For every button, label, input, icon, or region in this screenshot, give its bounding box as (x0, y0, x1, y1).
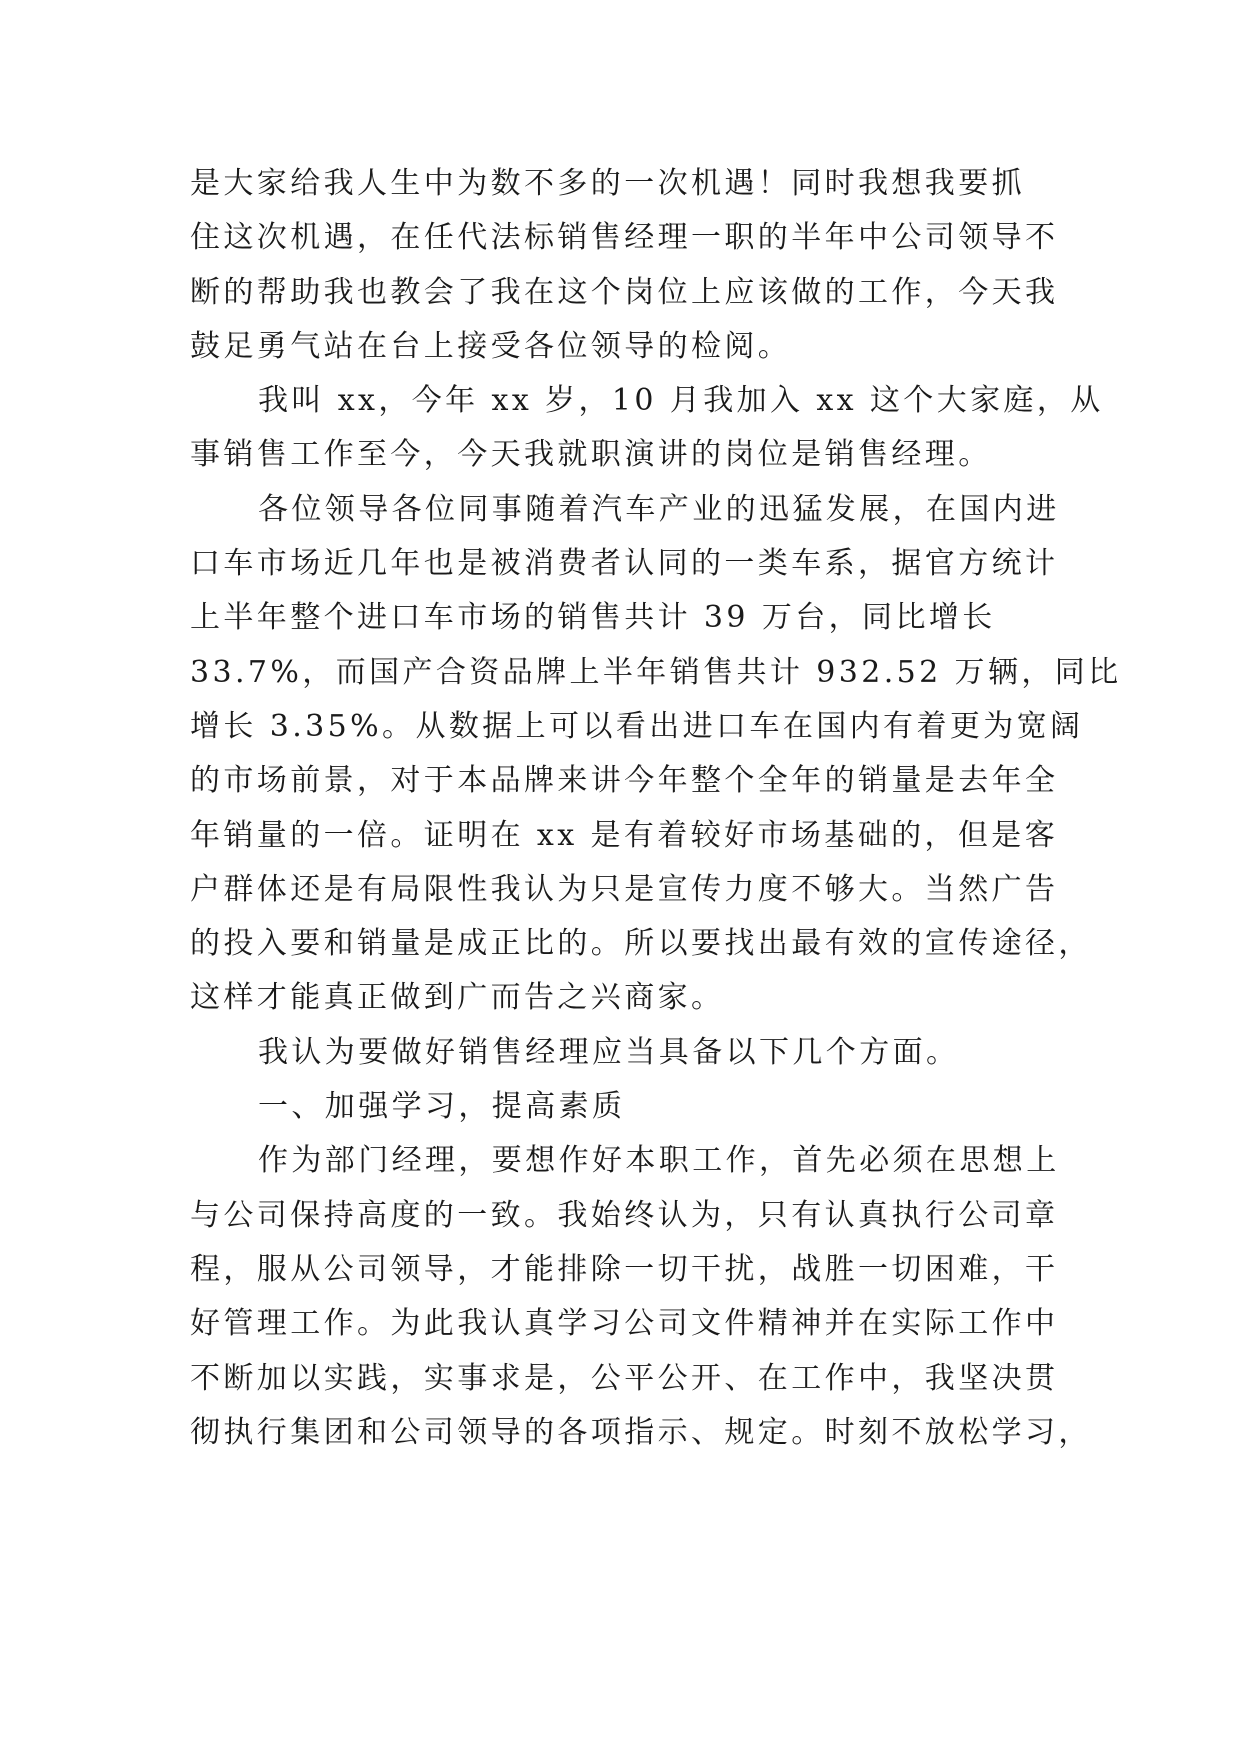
text-line: 程，服从公司领导，才能排除一切干扰，战胜一切困难，干 (190, 1251, 1059, 1287)
text-line: 口车市场近几年也是被消费者认同的一类车系，据官方统计 (190, 546, 1059, 582)
text-line: 这样才能真正做到广而告之兴商家。 (190, 980, 725, 1016)
text-line: 一、加强学习，提高素质 (258, 1089, 626, 1125)
text-line: 作为部门经理，要想作好本职工作，首先必须在思想上 (258, 1143, 1060, 1179)
text-line: 断的帮助我也教会了我在这个岗位上应该做的工作，今天我 (190, 274, 1059, 310)
document-body (190, 157, 1122, 1460)
text-line: 住这次机遇，在任代法标销售经理一职的半年中公司领导不 (190, 220, 1059, 256)
text-line: 上半年整个进口车市场的销售共计 39 万台，同比增长 (190, 600, 996, 636)
text-line: 的投入要和销量是成正比的。所以要找出最有效的宣传途径， (190, 926, 1092, 962)
text-line: 户群体还是有局限性我认为只是宣传力度不够大。当然广告 (190, 871, 1059, 907)
text-line: 事销售工作至今，今天我就职演讲的岗位是销售经理。 (190, 437, 992, 473)
text-line: 我叫 xx，今年 xx 岁，10 月我加入 xx 这个大家庭，从 (258, 383, 1104, 419)
text-line: 年销量的一倍。证明在 xx 是有着较好市场基础的，但是客 (190, 817, 1059, 853)
text-line: 是大家给我人生中为数不多的一次机遇！同时我想我要抓 (190, 166, 1025, 201)
text-line: 各位领导各位同事随着汽车产业的迅猛发展，在国内进 (258, 491, 1060, 527)
text-line: 鼓足勇气站在台上接受各位领导的检阅。 (190, 328, 792, 364)
text-line: 不断加以实践，实事求是，公平公开、在工作中，我坚决贯 (190, 1360, 1059, 1396)
text-line: 我认为要做好销售经理应当具备以下几个方面。 (258, 1034, 960, 1070)
text-line: 的市场前景，对于本品牌来讲今年整个全年的销量是去年全 (190, 763, 1059, 799)
text-line: 与公司保持高度的一致。我始终认为，只有认真执行公司章 (190, 1197, 1059, 1233)
text-line: 33.7%，而国产合资品牌上半年销售共计 932.52 万辆，同比 (190, 654, 1122, 690)
text-line: 增长 3.35%。从数据上可以看出进口车在国内有着更为宽阔 (190, 708, 1084, 744)
text-line: 彻执行集团和公司领导的各项指示、规定。时刻不放松学习， (190, 1414, 1092, 1450)
text-line: 好管理工作。为此我认真学习公司文件精神并在实际工作中 (190, 1306, 1059, 1342)
